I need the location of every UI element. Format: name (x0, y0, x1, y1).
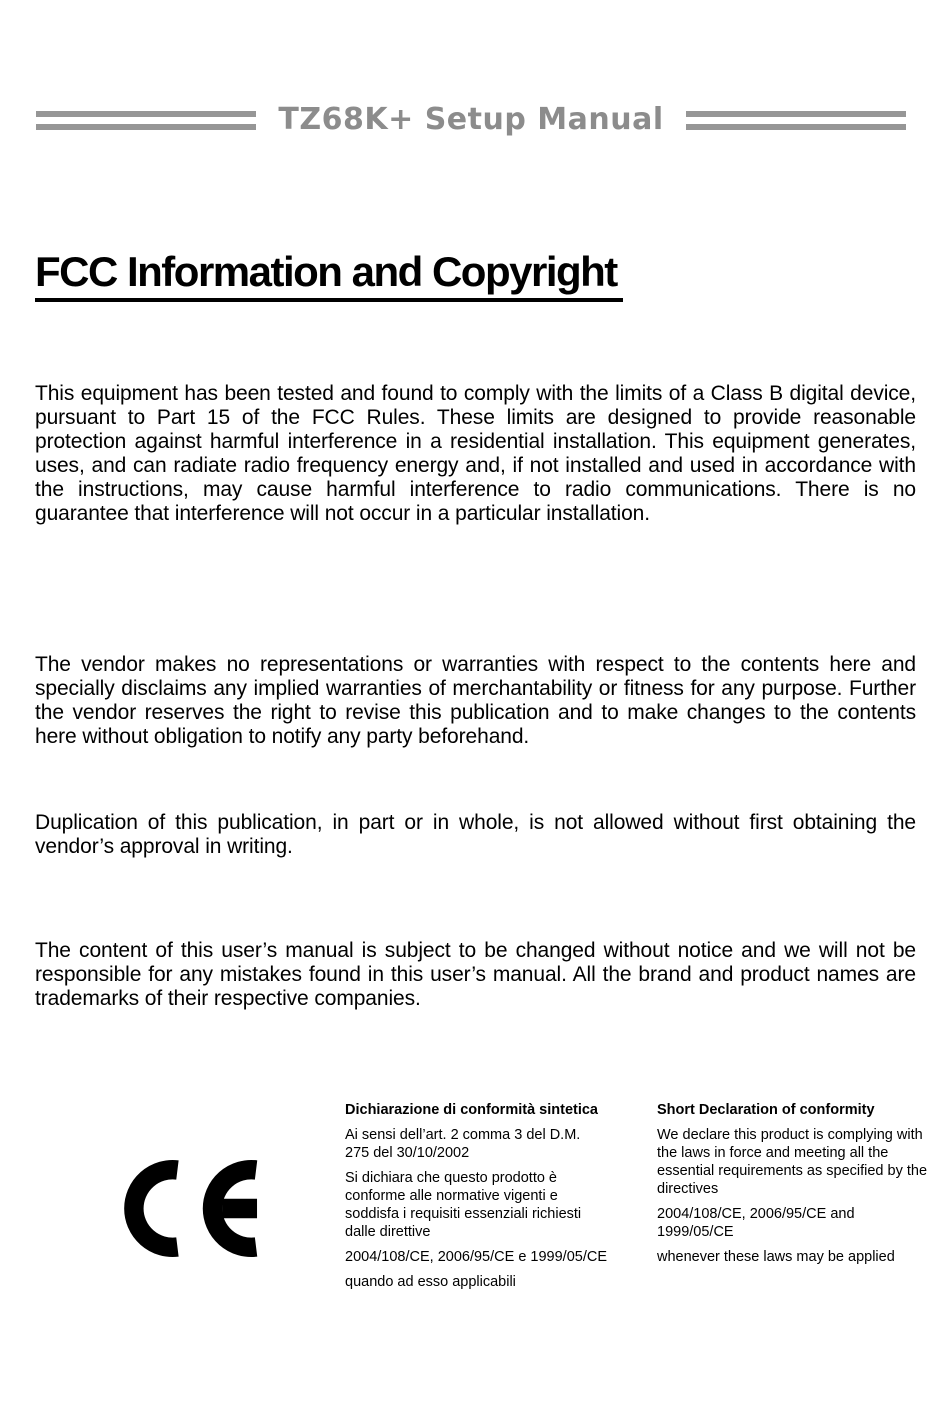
ce-mark-logo (124, 1159, 260, 1258)
header-rule-right (686, 111, 906, 130)
declaration-italian-paragraph: 2004/108/CE, 2006/95/CE e 1999/05/CE (345, 1249, 607, 1265)
page-header (36, 103, 906, 137)
declaration-english-paragraph: whenever these laws may be applied (657, 1249, 895, 1265)
content-change-notice-paragraph: The content of this user’s manual is subject to be changed without notice and we will not be responsible for any mistakes found in this user’s manual. All the brand and product names are trademarks of their respective companies. (35, 939, 916, 1010)
header-rule-left (36, 111, 256, 130)
declaration-italian-column (345, 1101, 607, 1291)
duplication-notice-paragraph: Duplication of this publication, in part or in whole, is not allowed without first obtaining the vendor’s approval in writing. (35, 811, 916, 858)
page-header-title: TZ68K+ Setup Manual (278, 102, 664, 137)
declaration-english-title: Short Declaration of conformity (657, 1102, 875, 1118)
warranty-disclaimer-paragraph: The vendor makes no representations or warranties with respect to the contents here and specially disclaims any implied warranties of merchantability or fitness for any purpose. Further the vendor reserves the right to revise this publication and to make changes to the contents here without obligation to notify any party beforehand. (35, 653, 916, 748)
declaration-italian-paragraph: Si dichiara che questo prodotto è conforme alle normative vigenti e soddisfa i requisiti essenziali richiesti dalle direttive (345, 1170, 582, 1240)
ce-letter-c (134, 1170, 178, 1248)
declaration-italian-paragraph: quando ad esso applicabili (345, 1274, 516, 1290)
declaration-italian-paragraph: Ai sensi dell’art. 2 comma 3 del D.M. 275 del 30/10/2002 (345, 1127, 581, 1161)
declaration-italian-title: Dichiarazione di conformità sintetica (345, 1102, 598, 1118)
fcc-statement-paragraph: This equipment has been tested and found to comply with the limits of a Class B digital device, pursuant to Part 15 of the FCC Rules. These limits are designed to provide reasonable protection against harmful interference in a residential installation. This equipment generates, uses, and can radiate radio frequency energy and, if not installed and used in accordance with the instructions, may cause harmful interference to radio communications. There is no guarantee that interference will not occur in a particular installation. (35, 382, 916, 525)
declaration-english-paragraph: 2004/108/CE, 2006/95/CE and 1999/05/CE (657, 1206, 855, 1240)
declaration-english-paragraph: We declare this product is complying with the laws in force and meeting all the essential requirements as specified by the directives (657, 1127, 928, 1197)
declaration-english-column (657, 1101, 929, 1266)
section-title: FCC Information and Copyright (35, 250, 623, 302)
